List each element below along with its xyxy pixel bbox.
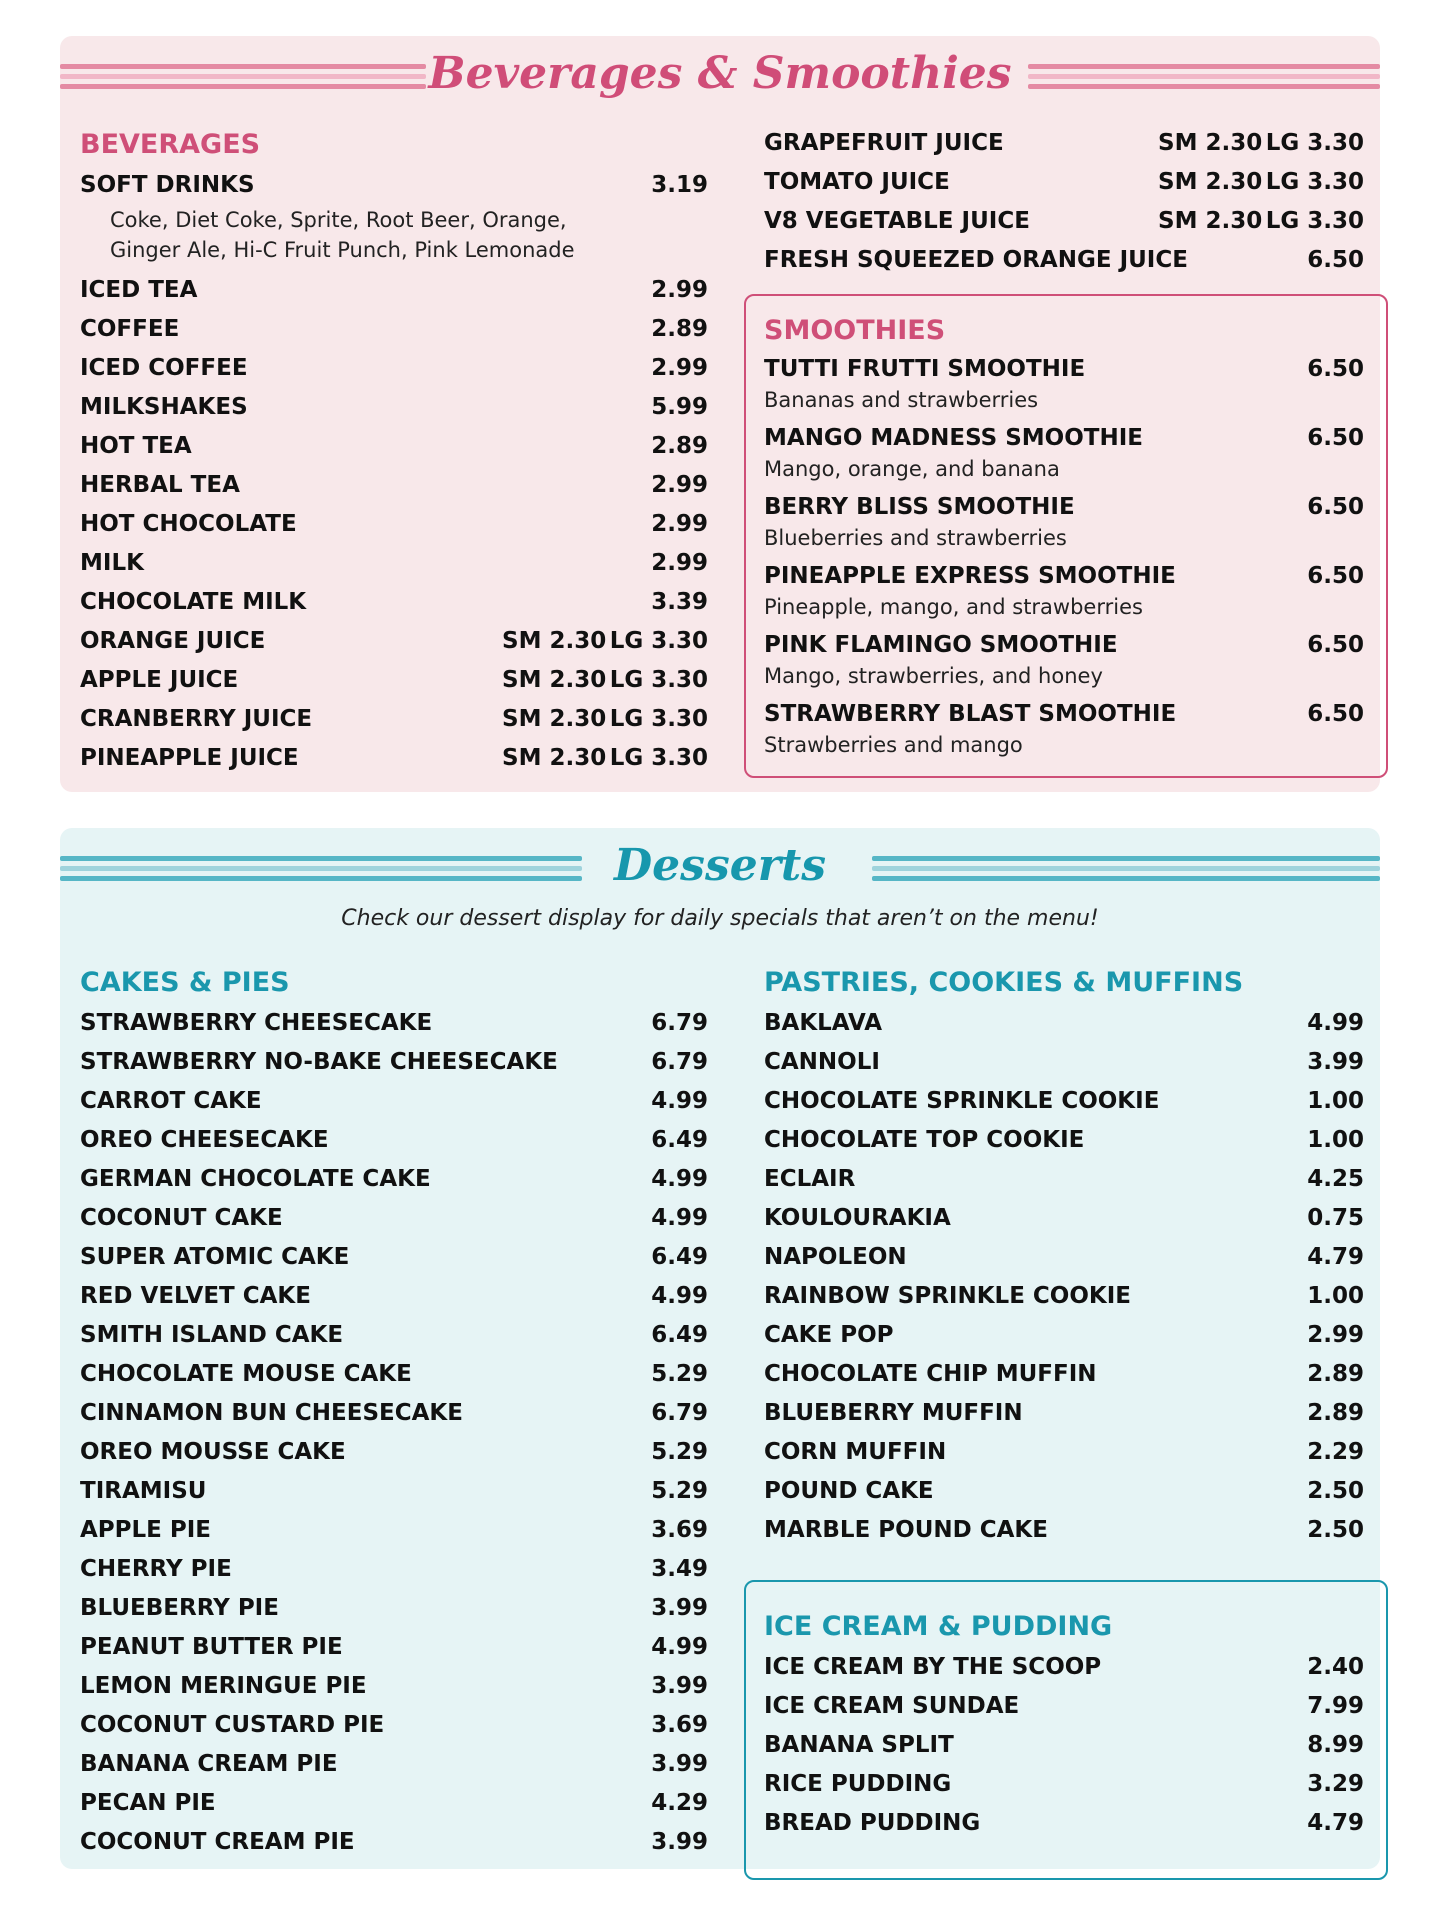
smoothie-item [764,490,1364,552]
menu-item [80,1589,708,1628]
menu-item [764,1316,1364,1355]
menu-item [764,1726,1364,1765]
item-price: 3.99 [1307,1049,1364,1075]
item-price: 4.79 [1307,1810,1364,1836]
pastries-heading: PASTRIES, COOKIES & MUFFINS [764,967,1244,998]
item-price: 1.00 [1307,1127,1364,1153]
smoothie-item [764,628,1364,690]
beverages-smoothies-panel [60,36,1380,792]
smoothie-row [764,352,1364,386]
item-price: 2.99 [651,472,708,498]
desserts-banner [60,828,1380,910]
menu-item [80,1472,708,1511]
cakes-pies-heading: CAKES & PIES [80,967,290,998]
pastries-list [764,1004,1364,1550]
item-name: BLUEBERRY MUFFIN [764,1400,1023,1426]
item-name: V8 VEGETABLE JUICE [764,208,1030,234]
item-price: 2.89 [651,433,708,459]
menu-item [764,1199,1364,1238]
smoothie-item [764,352,1364,414]
menu-item [764,1121,1364,1160]
item-price-large: LG 3.30 [1265,208,1364,234]
item-price: 5.29 [651,1439,708,1465]
item-name: PEANUT BUTTER PIE [80,1634,343,1660]
item-price: 3.19 [651,172,708,198]
item-price: 2.89 [1307,1361,1364,1387]
item-name: POUND CAKE [764,1478,934,1504]
item-name: CHOCOLATE MILK [80,589,307,615]
item-price: 3.99 [651,1829,708,1855]
item-name: SMITH ISLAND CAKE [80,1322,344,1348]
juice-item [764,202,1364,241]
item-name: FRESH SQUEEZED ORANGE JUICE [764,247,1188,273]
desserts-tagline: Check our dessert display for daily specials that aren’t on the menu! [341,906,1099,931]
item-price: 3.99 [651,1673,708,1699]
item-price: 3.49 [651,1556,708,1582]
item-name: APPLE PIE [80,1517,212,1543]
item-name: BAKLAVA [764,1010,883,1036]
beverages-column [80,128,708,778]
menu-item [80,310,708,349]
soft-drinks-description [80,205,708,271]
item-name: GRAPEFRUIT JUICE [764,130,1004,156]
item-description: Blueberries and strawberries [764,526,1067,550]
item-price: 3.69 [651,1712,708,1738]
juice-item [80,700,708,739]
juice-item [764,124,1364,163]
item-price: 2.89 [1307,1400,1364,1426]
item-price: 6.50 [1307,356,1364,382]
item-price-small: SM 2.30 [1158,208,1263,234]
menu-item [80,544,708,583]
menu-item [80,1745,708,1784]
smoothies-heading: SMOOTHIES [764,315,946,346]
item-name: STRAWBERRY CHEESECAKE [80,1010,433,1036]
menu-item [80,1199,708,1238]
item-name: HOT CHOCOLATE [80,511,297,537]
item-name: COFFEE [80,316,180,342]
item-name: BANANA CREAM PIE [80,1751,338,1777]
menu-item [764,1433,1364,1472]
beverages-banner [60,36,1380,118]
menu-item [764,1804,1364,1843]
menu-item [80,1667,708,1706]
item-name: CHOCOLATE TOP COOKIE [764,1127,1085,1153]
item-name: ECLAIR [764,1166,856,1192]
item-price: 4.99 [1307,1010,1364,1036]
item-price: 2.40 [1307,1654,1364,1680]
desserts-panel [60,828,1380,1869]
item-name: ICE CREAM BY THE SCOOP [764,1654,1102,1680]
item-name: CANNOLI [764,1049,880,1075]
item-price: 3.99 [651,1751,708,1777]
item-price: 2.99 [651,511,708,537]
juices-column [764,124,1364,280]
item-name: ICE CREAM SUNDAE [764,1693,1020,1719]
item-price-small: SM 2.30 [502,706,607,732]
ice-cream-column [764,1610,1364,1843]
item-price: 6.79 [651,1049,708,1075]
item-description: Pineapple, mango, and strawberries [764,595,1143,619]
item-name: MARBLE POUND CAKE [764,1517,1048,1543]
item-name: RED VELVET CAKE [80,1283,311,1309]
item-name: TIRAMISU [80,1478,207,1504]
item-name: SUPER ATOMIC CAKE [80,1244,350,1270]
item-name: CHOCOLATE SPRINKLE COOKIE [764,1088,1160,1114]
item-name: ICED COFFEE [80,355,248,381]
item-name: CHOCOLATE MOUSE CAKE [80,1361,412,1387]
pastries-column [764,966,1364,1550]
item-price: 5.29 [651,1361,708,1387]
item-name: TUTTI FRUTTI SMOOTHIE [764,356,1086,382]
item-price: 2.29 [1307,1439,1364,1465]
beverage-list [80,271,708,622]
smoothie-row [764,490,1364,524]
menu-item [80,1784,708,1823]
item-price: 3.39 [651,589,708,615]
item-price: 3.29 [1307,1771,1364,1797]
item-price: 6.50 [1307,632,1364,658]
smoothies-column [764,314,1364,766]
item-name: PINEAPPLE JUICE [80,745,299,771]
item-price: 2.89 [651,316,708,342]
soft-drinks-desc-line1: Coke, Diet Coke, Sprite, Root Beer, Orange, [110,208,567,232]
item-price: 6.50 [1307,425,1364,451]
item-price-small: SM 2.30 [502,745,607,771]
menu-item [80,1277,708,1316]
menu-item [764,1355,1364,1394]
juice-list-right [764,124,1364,241]
item-price: 4.99 [651,1634,708,1660]
item-price: 4.25 [1307,1166,1364,1192]
juice-item [764,163,1364,202]
menu-item [80,388,708,427]
ice-cream-box [744,1580,1388,1880]
item-name: HOT TEA [80,433,192,459]
menu-item [764,1277,1364,1316]
menu-item [80,1160,708,1199]
menu-item [764,1082,1364,1121]
item-name: NAPOLEON [764,1244,907,1270]
menu-item [80,583,708,622]
item-name: MILKSHAKES [80,394,248,420]
item-name: PINK FLAMINGO SMOOTHIE [764,632,1118,658]
smoothies-box [744,294,1388,778]
menu-item [80,1316,708,1355]
item-price: 2.99 [1307,1322,1364,1348]
smoothie-row [764,559,1364,593]
item-name: ICED TEA [80,277,198,303]
menu-item [80,1394,708,1433]
item-price-small: SM 2.30 [1158,130,1263,156]
item-price: 2.50 [1307,1517,1364,1543]
juice-item [80,622,708,661]
item-price: 2.99 [651,277,708,303]
item-price-large: LG 3.30 [1265,130,1364,156]
item-name: BANANA SPLIT [764,1732,954,1758]
item-price-large: LG 3.30 [609,745,708,771]
item-name: STRAWBERRY BLAST SMOOTHIE [764,701,1177,727]
item-description: Mango, strawberries, and honey [764,664,1103,688]
item-price-large: LG 3.30 [609,667,708,693]
item-name: CHOCOLATE CHIP MUFFIN [764,1361,1097,1387]
item-name: COCONUT CAKE [80,1205,283,1231]
juice-list-left [80,622,708,778]
item-price: 5.99 [651,394,708,420]
menu-item [764,1765,1364,1804]
item-name: CARROT CAKE [80,1088,262,1114]
menu-item-soft-drinks [80,166,708,205]
smoothie-item [764,697,1364,759]
smoothie-item [764,559,1364,621]
juice-item [80,661,708,700]
item-price-small: SM 2.30 [502,628,607,654]
menu-item [80,1823,708,1862]
item-name: COCONUT CREAM PIE [80,1829,355,1855]
item-name: SOFT DRINKS [80,172,255,198]
menu-item [764,1472,1364,1511]
item-price: 6.50 [1307,494,1364,520]
item-price: 0.75 [1307,1205,1364,1231]
item-price: 6.49 [651,1322,708,1348]
item-name: PINEAPPLE EXPRESS SMOOTHIE [764,563,1176,589]
item-name: BLUEBERRY PIE [80,1595,279,1621]
item-name: OREO CHEESECAKE [80,1127,329,1153]
menu-item [764,1511,1364,1550]
item-name: CHERRY PIE [80,1556,232,1582]
item-name: HERBAL TEA [80,472,240,498]
item-name: RICE PUDDING [764,1771,952,1797]
smoothie-item [764,421,1364,483]
item-price: 4.99 [651,1205,708,1231]
item-name: CORN MUFFIN [764,1439,947,1465]
item-name: COCONUT CUSTARD PIE [80,1712,385,1738]
item-price: 2.99 [651,550,708,576]
item-price: 6.50 [1307,563,1364,589]
item-description: Strawberries and mango [764,733,1023,757]
item-name: BREAD PUDDING [764,1810,981,1836]
item-price: 4.99 [651,1088,708,1114]
item-price: 1.00 [1307,1283,1364,1309]
item-name: PECAN PIE [80,1790,216,1816]
menu-item [80,1082,708,1121]
item-price: 4.29 [651,1790,708,1816]
item-price: 6.49 [651,1127,708,1153]
smoothie-list [764,352,1364,759]
item-price: 6.50 [1307,247,1364,273]
item-price: 7.99 [1307,1693,1364,1719]
menu-item [80,1511,708,1550]
item-name: KOULOURAKIA [764,1205,951,1231]
item-name: CRANBERRY JUICE [80,706,313,732]
item-price: 6.50 [1307,701,1364,727]
item-name: RAINBOW SPRINKLE COOKIE [764,1283,1131,1309]
menu-item [80,1043,708,1082]
item-price-small: SM 2.30 [1158,169,1263,195]
item-price: 1.00 [1307,1088,1364,1114]
cakes-pies-column [80,966,708,1862]
menu-item [764,1394,1364,1433]
item-price: 6.49 [651,1244,708,1270]
menu-item [80,466,708,505]
menu-item [80,1004,708,1043]
menu-item [80,427,708,466]
menu-item [80,505,708,544]
item-price: 3.69 [651,1517,708,1543]
menu-item [80,1355,708,1394]
desserts-title: Desserts [614,840,826,891]
item-price: 8.99 [1307,1732,1364,1758]
item-name: CAKE POP [764,1322,894,1348]
item-name: OREO MOUSSE CAKE [80,1439,346,1465]
item-name: MILK [80,550,144,576]
smoothie-row [764,628,1364,662]
menu-item [764,1648,1364,1687]
menu-item [80,1706,708,1745]
menu-item [80,271,708,310]
item-price: 4.99 [651,1166,708,1192]
juice-item [80,739,708,778]
item-name: ORANGE JUICE [80,628,266,654]
item-price: 3.99 [651,1595,708,1621]
soft-drinks-desc-line2: Ginger Ale, Hi-C Fruit Punch, Pink Lemonade [110,238,575,262]
beverages-heading: BEVERAGES [80,129,261,160]
item-price-large: LG 3.30 [609,628,708,654]
item-price-large: LG 3.30 [1265,169,1364,195]
menu-item [764,1004,1364,1043]
item-description: Bananas and strawberries [764,388,1039,412]
item-name: LEMON MERINGUE PIE [80,1673,367,1699]
beverages-smoothies-title: Beverages & Smoothies [428,48,1012,99]
menu-item [764,1687,1364,1726]
item-name: CINNAMON BUN CHEESECAKE [80,1400,463,1426]
menu-item [80,1121,708,1160]
menu-item [80,1433,708,1472]
menu-item [764,1238,1364,1277]
item-price: 6.79 [651,1010,708,1036]
item-name: MANGO MADNESS SMOOTHIE [764,425,1143,451]
menu-item [80,1550,708,1589]
menu-item [764,1043,1364,1082]
item-name: BERRY BLISS SMOOTHIE [764,494,1075,520]
menu-item [80,1238,708,1277]
item-price: 4.99 [651,1283,708,1309]
item-price: 4.79 [1307,1244,1364,1270]
item-price: 2.50 [1307,1478,1364,1504]
menu-item [80,1628,708,1667]
item-price: 2.99 [651,355,708,381]
smoothie-row [764,697,1364,731]
item-description: Mango, orange, and banana [764,457,1060,481]
item-name: STRAWBERRY NO-BAKE CHEESECAKE [80,1049,558,1075]
menu-item-fresh-oj [764,241,1364,280]
item-price: 5.29 [651,1478,708,1504]
item-name: GERMAN CHOCOLATE CAKE [80,1166,431,1192]
item-price-small: SM 2.30 [502,667,607,693]
ice-cream-heading: ICE CREAM & PUDDING [764,1611,1113,1642]
item-name: APPLE JUICE [80,667,239,693]
menu-item [764,1160,1364,1199]
cakes-pies-list [80,1004,708,1862]
smoothie-row [764,421,1364,455]
menu-item [80,349,708,388]
item-price-large: LG 3.30 [609,706,708,732]
item-name: TOMATO JUICE [764,169,950,195]
item-price: 6.79 [651,1400,708,1426]
ice-cream-list [764,1648,1364,1843]
